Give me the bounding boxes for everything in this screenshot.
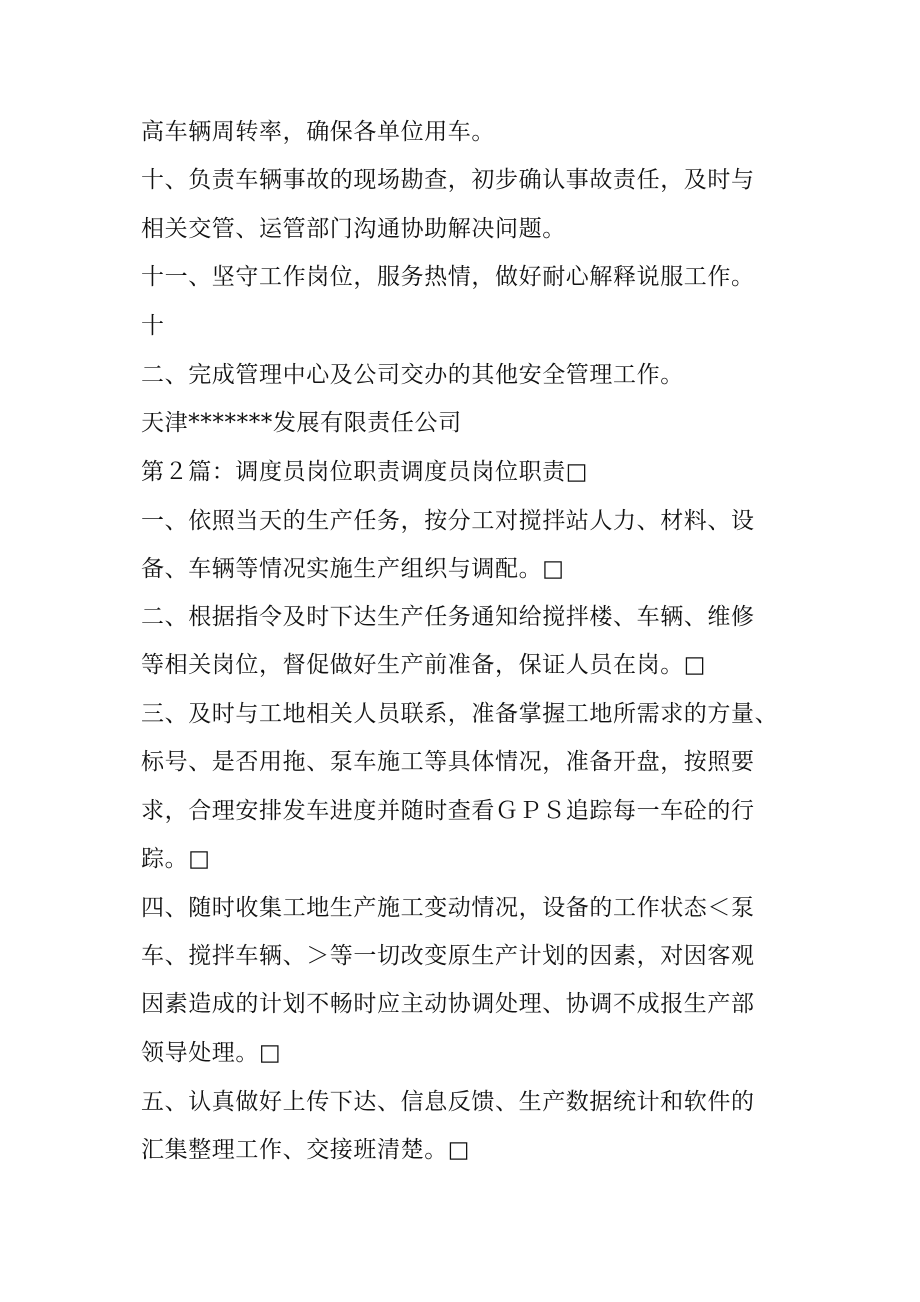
text-line: 一、依照当天的生产任务，按分工对搅拌站人力、材料、设	[141, 508, 755, 534]
text-line: 高车辆周转率，确保各单位用车。	[141, 119, 495, 145]
text-line: 相关交管、运管部门沟通协助解决问题。	[141, 216, 566, 242]
text-line: 车、搅拌车辆、＞等一切改变原生产计划的因素，对因客观	[141, 943, 755, 969]
text-line: 标号、是否用拖、泵车施工等具体情况，准备开盘，按照要	[141, 749, 755, 775]
company-name: 天津*******发展有限责任公司	[141, 410, 462, 436]
text-line: 领导处理。□	[141, 1040, 282, 1066]
text-line: 汇集整理工作、交接班清楚。□	[141, 1137, 471, 1163]
text-line: 三、及时与工地相关人员联系，准备掌握工地所需求的方量、	[141, 701, 779, 727]
text-line: 因素造成的计划不畅时应主动协调处理、协调不成报生产部	[141, 991, 755, 1017]
text-line: 等相关岗位，督促做好生产前准备，保证人员在岗。□	[141, 652, 707, 678]
text-line: 踪。□	[141, 846, 211, 872]
text-line: 求，合理安排发车进度并随时查看ＧＰＳ追踪每一车砼的行	[141, 798, 755, 824]
text-line: 四、随时收集工地生产施工变动情况，设备的工作状态＜泵	[141, 895, 755, 921]
text-line: 二、根据指令及时下达生产任务通知给搅拌楼、车辆、维修	[141, 604, 755, 630]
text-line: 五、认真做好上传下达、信息反馈、生产数据统计和软件的	[141, 1089, 755, 1115]
text-line: 十、负责车辆事故的现场勘查，初步确认事故责任，及时与	[141, 167, 755, 193]
text-line: 备、车辆等情况实施生产组织与调配。□	[141, 556, 565, 582]
text-line: 十一、坚守工作岗位，服务热情，做好耐心解释说服工作。	[141, 264, 755, 290]
text-line: 二、完成管理中心及公司交办的其他安全管理工作。	[141, 362, 684, 388]
section-heading: 第２篇：调度员岗位职责调度员岗位职责□	[141, 459, 589, 485]
text-line: 十	[141, 313, 165, 339]
